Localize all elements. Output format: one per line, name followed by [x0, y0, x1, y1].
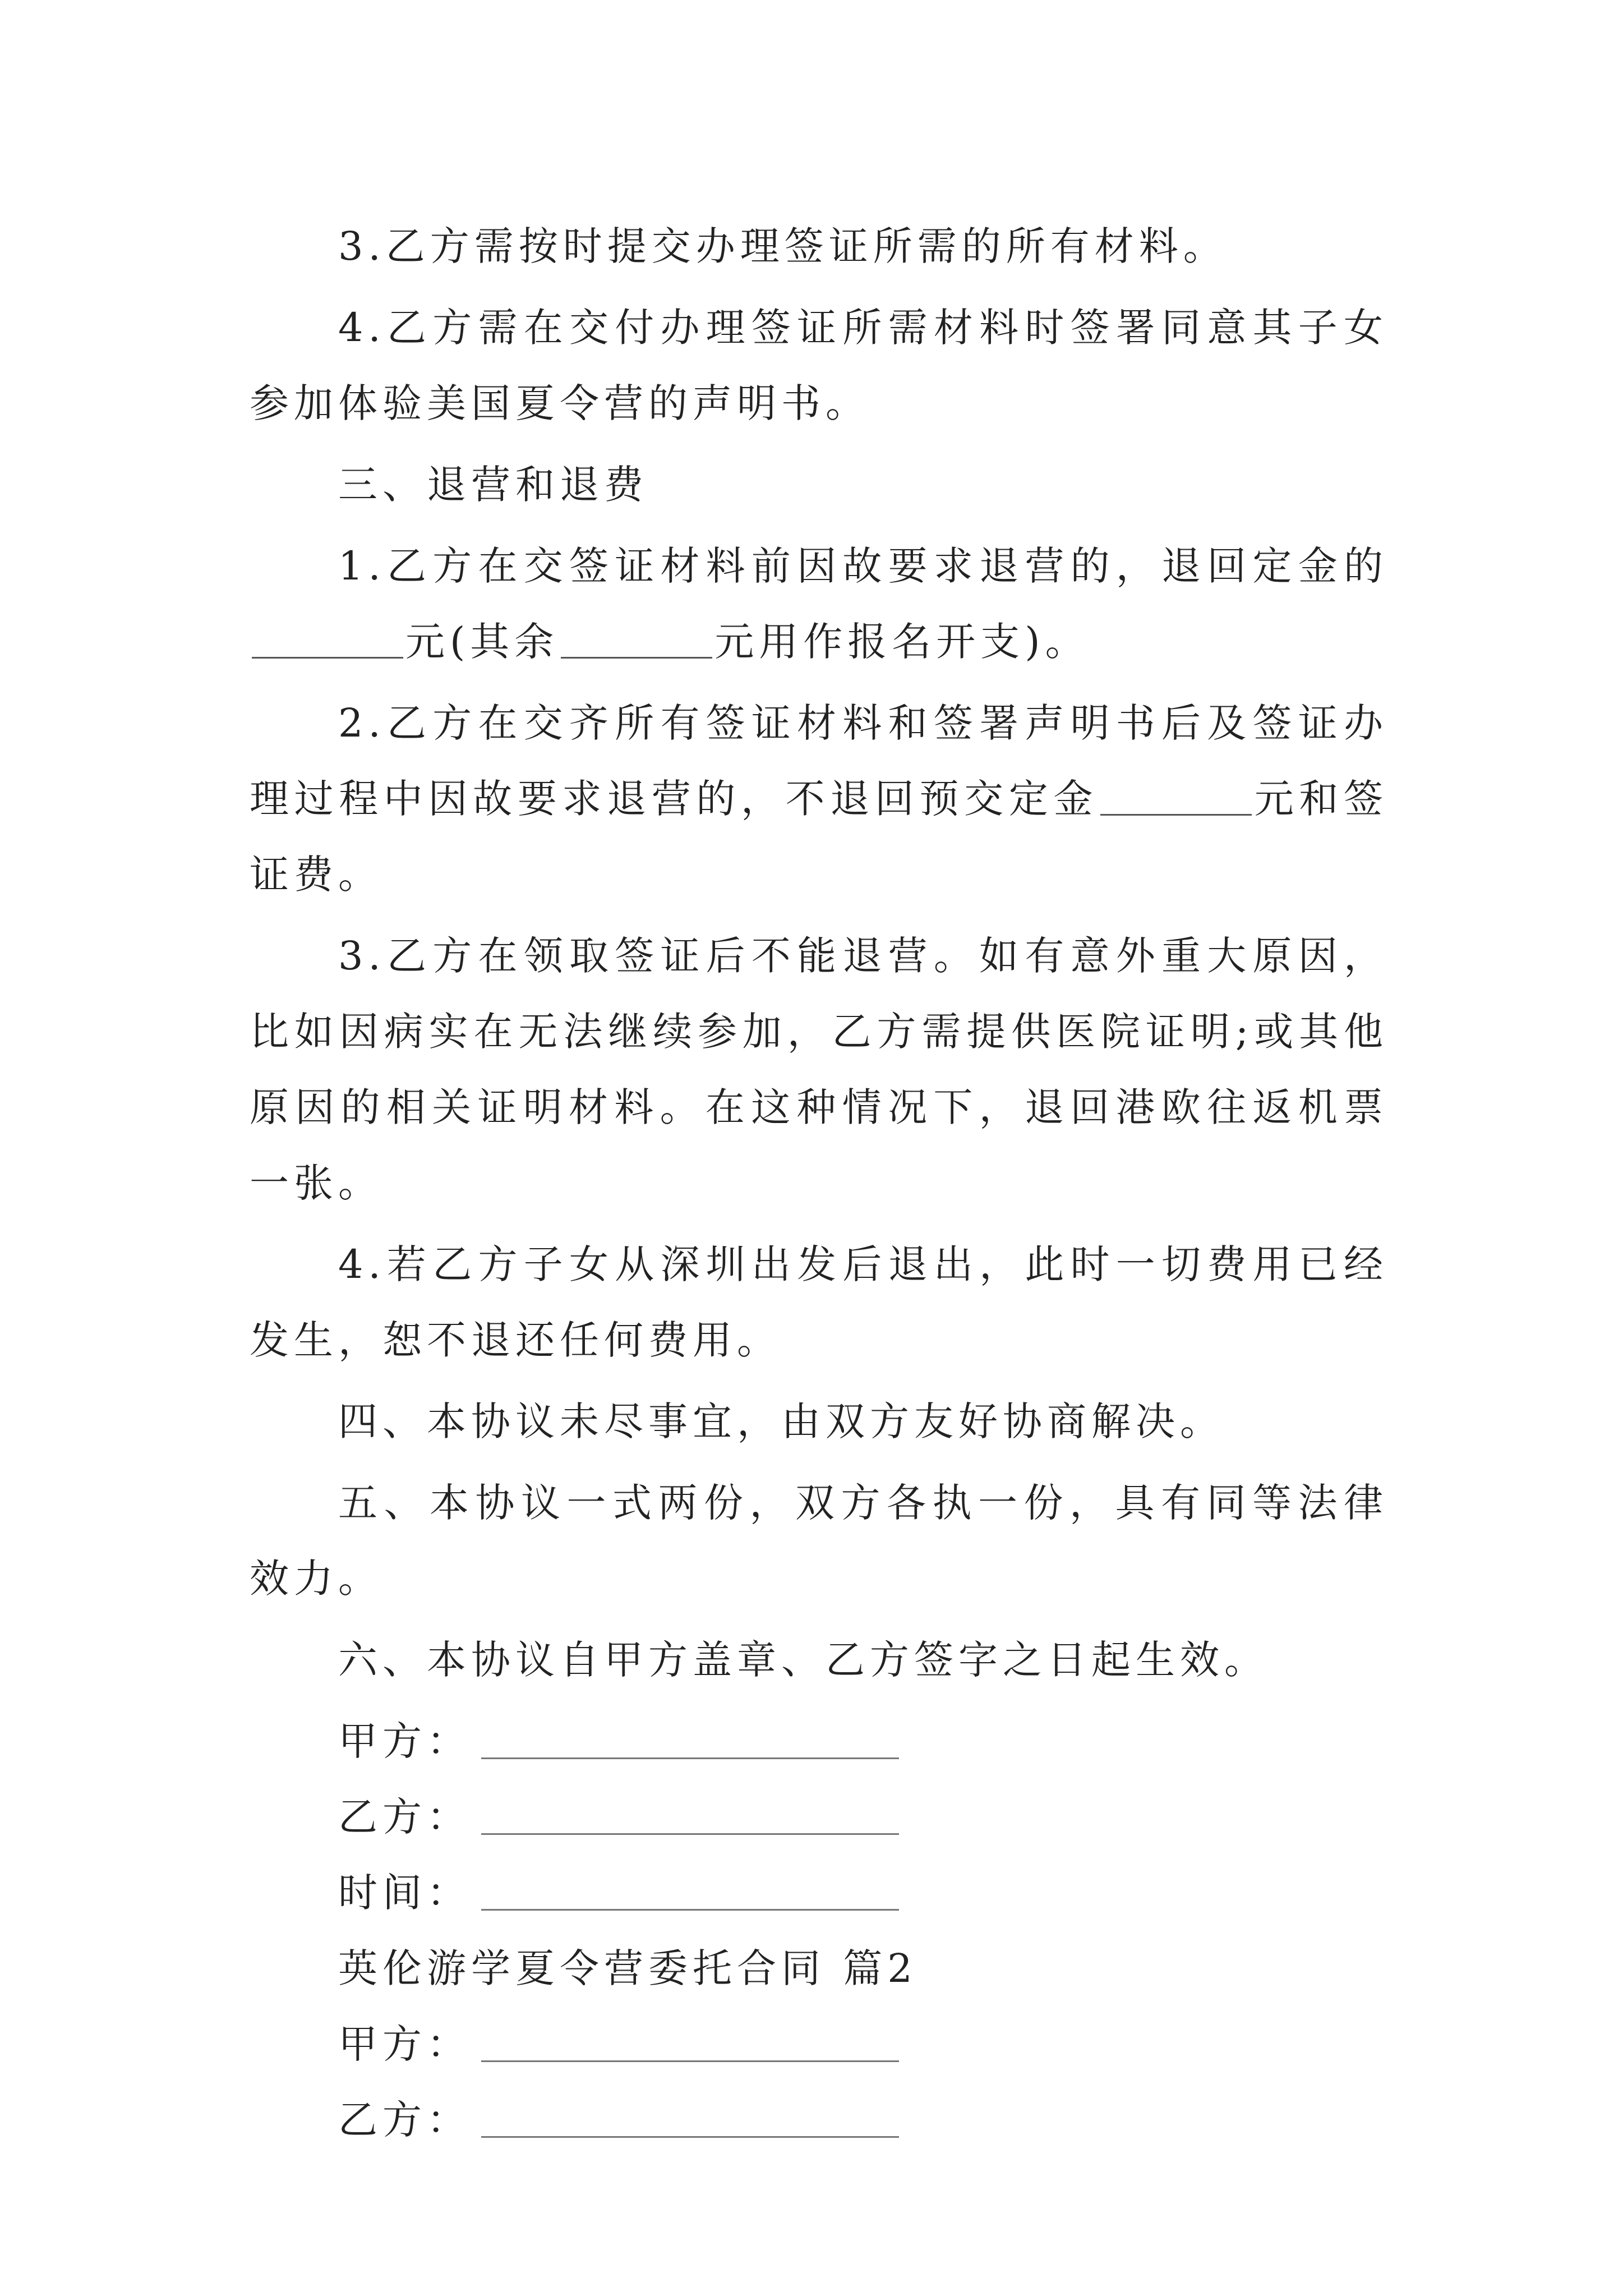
refund-clause-1-text-b: 元(其余: [405, 619, 559, 665]
party-a-signature-line: [481, 1726, 899, 1759]
party-a-label: 甲方：: [338, 1718, 471, 1764]
time-row: [250, 1855, 1388, 1931]
refund-clause-2-text-a: 2.乙方在交齐所有签证材料和签署声明书后及签证办理过程中因故要求退营的，不退回预交定金: [250, 700, 1388, 822]
party-b-label-2: 乙方：: [338, 2097, 471, 2143]
clause-item-3: 3.乙方需按时提交办理签证所需的所有材料。: [338, 223, 1228, 269]
time-line: [481, 1878, 899, 1911]
time-label: 时间：: [338, 1870, 471, 1916]
party-b-signature-line: [481, 1802, 899, 1835]
party-a-signature-row-2: [250, 2007, 1388, 2082]
blank-field: [252, 623, 403, 659]
party-b-label: 乙方：: [338, 1794, 471, 1840]
refund-clause-1: [250, 528, 1388, 680]
refund-clause-2: [250, 685, 1388, 913]
refund-clause-2-text-b: 元和签证费。: [250, 776, 1389, 898]
document-body: [250, 209, 1388, 2158]
section-6: 六、本协议自甲方盖章、乙方签字之日起生效。: [338, 1637, 1269, 1683]
refund-clause-1-text-a: 1.乙方在交签证材料前因故要求退营的，退回定金的: [338, 543, 1388, 589]
refund-clause-1-text-c: 元用作报名开支)。: [714, 619, 1090, 665]
blank-field: [1100, 780, 1252, 816]
party-b-signature-row: [250, 1779, 1388, 1855]
clause-item-4: 4.乙方需在交付办理签证所需材料时签署同意其子女参加体验美国夏令营的声明书。: [250, 305, 1388, 426]
party-b-signature-row-2: [250, 2082, 1388, 2158]
party-a-signature-row: [250, 1704, 1388, 1779]
refund-clause-3: 3.乙方在领取签证后不能退营。如有意外重大原因，比如因病实在无法继续参加，乙方需提供医院证明;或其他原因的相关证明材料。在这种情况下，退回港欧往返机票一张。: [250, 933, 1388, 1206]
section-5: 五、本协议一式两份，双方各执一份，具有同等法律效力。: [250, 1480, 1388, 1602]
refund-clause-4: 4.若乙方子女从深圳出发后退出，此时一切费用已经发生，恕不退还任何费用。: [250, 1241, 1388, 1363]
blank-field: [561, 623, 712, 659]
party-a-label-2: 甲方：: [338, 2021, 471, 2067]
section-4: 四、本协议未尽事宜，由双方友好协商解决。: [338, 1398, 1224, 1444]
section-3-heading: 三、退营和退费: [338, 462, 648, 508]
party-a-signature-line-2: [481, 2029, 899, 2062]
party-b-signature-line-2: [481, 2105, 899, 2138]
next-contract-title: 英伦游学夏令营委托合同 篇2: [338, 1945, 917, 1991]
